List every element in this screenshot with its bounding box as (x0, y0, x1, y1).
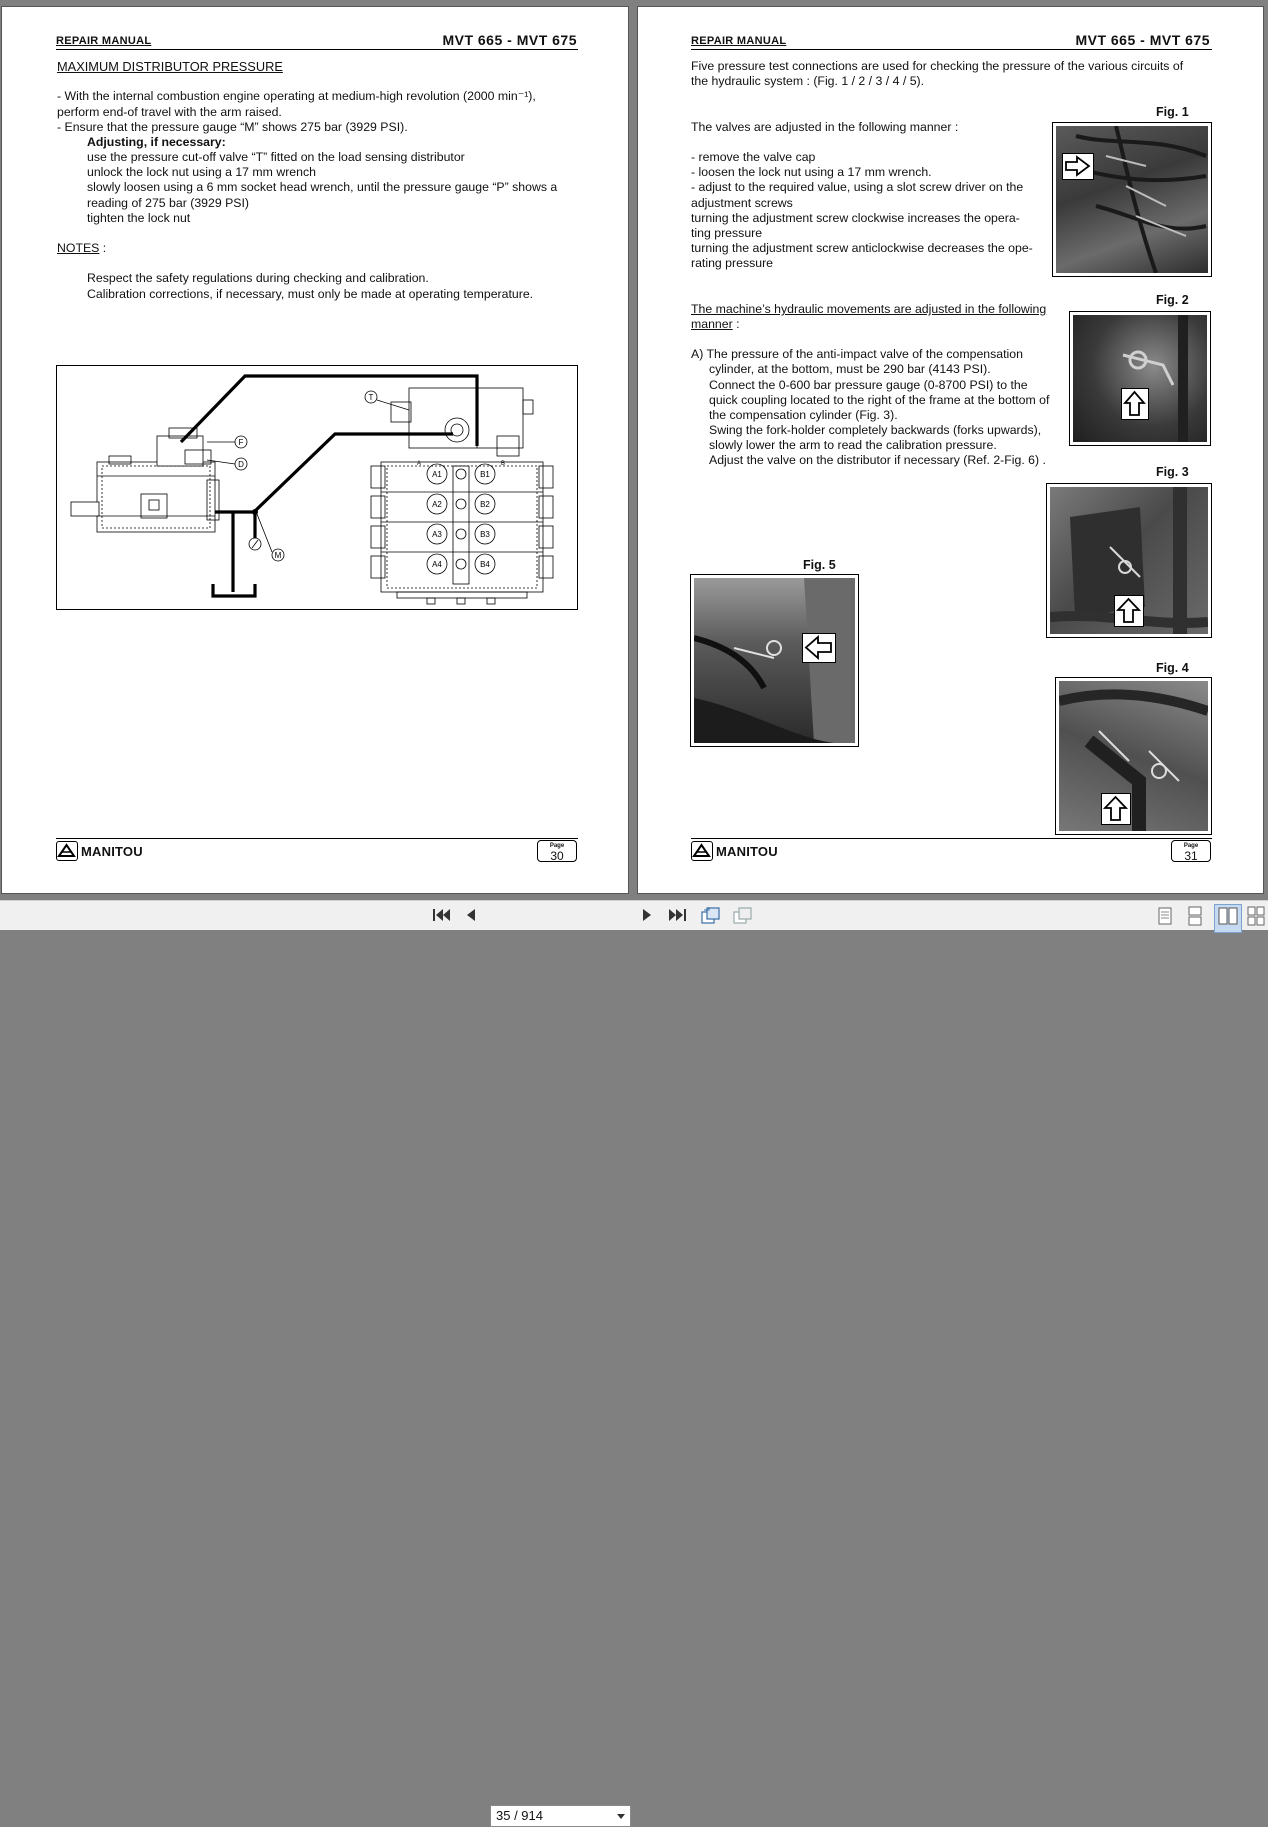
fig4-label: Fig. 4 (1156, 661, 1189, 675)
hydraulic-diagram (56, 365, 578, 610)
last-page-button[interactable] (668, 906, 688, 929)
valves-line: - loosen the lock nut using a 17 mm wrench. (691, 165, 932, 179)
valves-line: turning the adjustment screw anticlockwise decreases the ope- (691, 241, 1033, 255)
header-left-label: REPAIR MANUAL (56, 35, 152, 47)
header-model: MVT 665 - MVT 675 (1075, 32, 1210, 48)
body-line: - Ensure that the pressure gauge “M” shows 275 bar (3929 PSI). (57, 120, 408, 134)
valves-line: - remove the valve cap (691, 150, 816, 164)
fig4-photo (1055, 677, 1212, 835)
page-label: Page (1183, 843, 1199, 849)
label-d: D (238, 460, 244, 469)
a-line: cylinder, at the bottom, must be 290 bar (4143 PSI). (709, 362, 991, 376)
left-page (1, 6, 629, 894)
previous-page-icon (462, 906, 478, 924)
go-forward-view-button[interactable] (732, 906, 754, 931)
label-m: M (274, 551, 282, 560)
fig5-label: Fig. 5 (803, 558, 836, 572)
next-page-button[interactable] (640, 906, 656, 929)
brand-name: MANITOU (81, 843, 143, 859)
single-page-icon (1156, 906, 1174, 926)
footer-rule (56, 838, 578, 839)
first-page-button[interactable] (431, 906, 451, 929)
a-line: quick coupling located to the right of the frame at the bottom of (709, 393, 1050, 407)
arrow-left-icon (802, 633, 836, 663)
valves-line: ting pressure (691, 226, 763, 240)
a-line: Swing the fork-holder completely backwards (forks upwards), (709, 423, 1042, 437)
fig3-photo (1046, 483, 1212, 638)
continuous-view-button[interactable] (1186, 906, 1204, 931)
header-model: MVT 665 - MVT 675 (442, 32, 577, 48)
manitou-logo (56, 841, 143, 861)
single-page-view-button[interactable] (1156, 906, 1174, 931)
label-t: T (368, 393, 374, 402)
hydraulic-diagram-drawing (57, 366, 577, 609)
footer-rule (691, 838, 1212, 839)
label-b1: B1 (480, 470, 490, 479)
a-line: the compensation cylinder (Fig. 3). (709, 408, 898, 422)
viewer-toolbar (0, 900, 1268, 1823)
label-a3: A3 (432, 530, 442, 539)
fig1-photo (1052, 122, 1212, 277)
manitou-logo (691, 841, 778, 861)
intro-line: Five pressure test connections are used for checking the pressure of the various circuits of (691, 59, 1184, 73)
adjusting-line: unlock the lock nut using a 17 mm wrench (87, 165, 316, 179)
movements-line: The machine’s hydraulic movements are adjusted in the following (691, 302, 1047, 316)
fig2-label: Fig. 2 (1156, 293, 1189, 307)
brand-name: MANITOU (716, 843, 778, 859)
label-a: A (416, 461, 422, 467)
arrow-up-icon (1121, 388, 1149, 420)
page-number-box (537, 840, 577, 862)
adjusting-line: tighten the lock nut (87, 211, 191, 225)
page-select[interactable] (490, 1805, 631, 1827)
facing-pages-icon (1217, 906, 1239, 926)
valves-line: - adjust to the required value, using a slot screw driver on the (691, 180, 1024, 194)
page-number-box (1171, 840, 1211, 862)
page-label: Page (549, 843, 565, 849)
header-left-label: REPAIR MANUAL (691, 35, 787, 47)
a-line: slowly lower the arm to read the calibration pressure. (709, 438, 997, 452)
header-rule (691, 49, 1212, 50)
arrow-up-icon (1101, 793, 1131, 825)
continuous-facing-icon (1246, 906, 1266, 926)
intro-line: the hydraulic system : (Fig. 1 / 2 / 3 / 4 / 5). (691, 74, 925, 88)
chevron-down-icon (617, 1814, 625, 1819)
valves-line: adjustment screws (691, 196, 793, 210)
page-number: 30 (550, 849, 564, 863)
adjusting-heading: Adjusting, if necessary: (87, 135, 226, 149)
label-b4: B4 (480, 560, 490, 569)
back-view-icon (700, 906, 722, 926)
a-line: A) The pressure of the anti-impact valve of the compensation (691, 347, 1023, 361)
manitou-mark-icon (56, 841, 78, 861)
continuous-facing-view-button[interactable] (1246, 906, 1266, 931)
page-number: 31 (1184, 849, 1198, 863)
header-rule (56, 49, 578, 50)
previous-page-button[interactable] (462, 906, 478, 929)
page-indicator: 35 / 914 (496, 1808, 543, 1823)
continuous-page-icon (1186, 906, 1204, 926)
notes-heading: NOTES : (57, 241, 107, 255)
label-b2: B2 (480, 500, 490, 509)
valves-line: turning the adjustment screw clockwise increases the opera- (691, 211, 1020, 225)
next-page-icon (640, 906, 656, 924)
manitou-mark-icon (691, 841, 713, 861)
fig5-photo (690, 574, 859, 747)
fig2-photo (1069, 311, 1211, 446)
adjusting-line: slowly loosen using a 6 mm socket head wrench, until the pressure gauge “P” shows a (87, 180, 558, 194)
notes-line: Calibration corrections, if necessary, must only be made at operating temperature. (87, 287, 534, 301)
forward-view-icon (732, 906, 754, 926)
fig1-label: Fig. 1 (1156, 105, 1189, 119)
adjusting-line: reading of 275 bar (3929 PSI) (87, 196, 250, 210)
valves-line: The valves are adjusted in the following manner : (691, 120, 959, 134)
section-title: MAXIMUM DISTRIBUTOR PRESSURE (57, 59, 283, 74)
movements-line: manner : (691, 317, 740, 331)
fig3-label: Fig. 3 (1156, 465, 1189, 479)
body-line: perform end-of travel with the arm raised. (57, 105, 282, 119)
a-line: Adjust the valve on the distributor if necessary (Ref. 2-Fig. 6) . (709, 453, 1046, 467)
valves-line: rating pressure (691, 256, 774, 270)
go-back-view-button[interactable] (700, 906, 722, 931)
body-line: - With the internal combustion engine operating at medium-high revolution (2000 min⁻¹), (57, 89, 536, 103)
label-b3: B3 (480, 530, 490, 539)
label-a4: A4 (432, 560, 442, 569)
notes-line: Respect the safety regulations during checking and calibration. (87, 271, 429, 285)
label-b: B (500, 461, 506, 467)
last-page-icon (668, 906, 688, 924)
label-f: F (238, 438, 244, 447)
adjusting-line: use the pressure cut-off valve “T” fitted on the load sensing distributor (87, 150, 465, 164)
arrow-right-icon (1062, 153, 1094, 180)
a-line: Connect the 0-600 bar pressure gauge (0-8700 PSI) to the (709, 378, 1028, 392)
arrow-up-icon (1114, 595, 1144, 627)
first-page-icon (431, 906, 451, 924)
right-page (637, 6, 1264, 894)
label-a1: A1 (432, 470, 442, 479)
label-a2: A2 (432, 500, 442, 509)
